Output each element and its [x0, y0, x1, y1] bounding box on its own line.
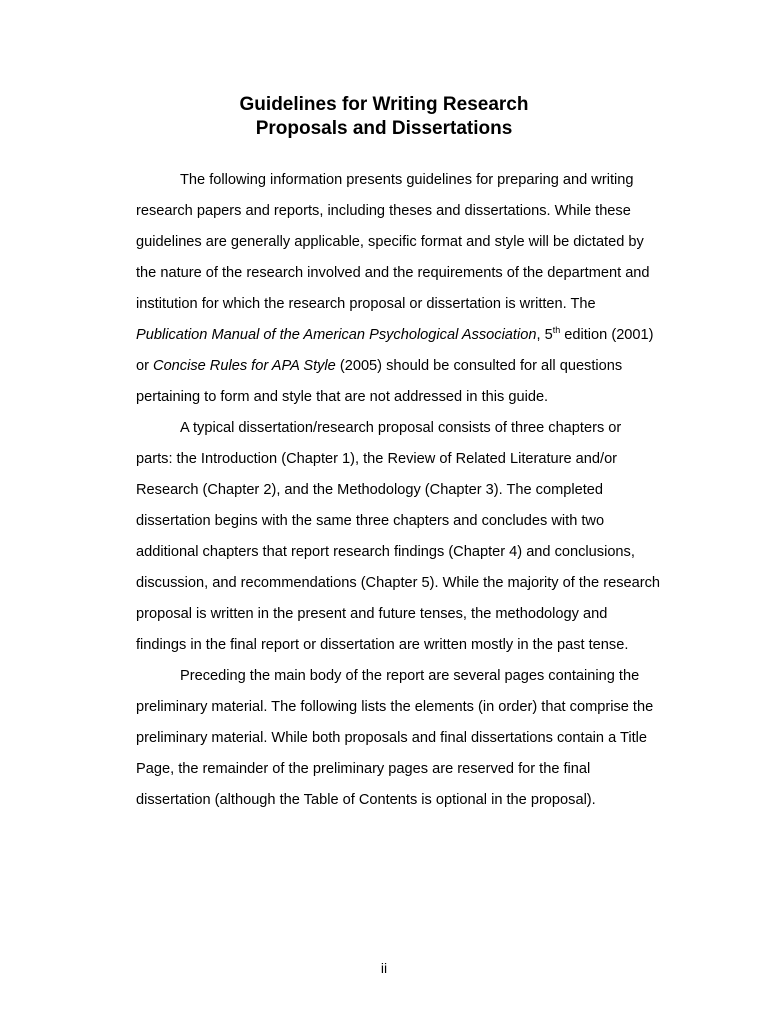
text-line: preliminary material. The following lists the elements (in order) that comprise the — [136, 699, 654, 715]
paragraph-intro — [136, 165, 681, 413]
manual-title: Publication Manual of the American Psychological Association — [136, 327, 537, 343]
text-line: Page, the remainder of the preliminary pages are reserved for the final — [136, 761, 591, 777]
text-line: the nature of the research involved and the requirements of the department and — [136, 265, 650, 281]
text-line: additional chapters that report research findings (Chapter 4) and conclusions, — [136, 544, 635, 560]
text-line — [136, 351, 681, 382]
paragraph-structure — [136, 413, 681, 661]
text-line: discussion, and recommendations (Chapter 5). While the majority of the research — [136, 575, 660, 591]
text-line: institution for which the research proposal or dissertation is written. The — [136, 296, 596, 312]
text-line: preliminary material. While both proposals and final dissertations contain a Title — [136, 730, 648, 746]
text-line: The following information presents guidelines for preparing and writing — [180, 172, 634, 188]
paragraph-preliminary — [136, 661, 681, 816]
text-fragment: (2005) should be consulted for all questions — [335, 358, 623, 374]
text-line: parts: the Introduction (Chapter 1), the Review of Related Literature and/or — [136, 451, 618, 467]
ordinal-superscript: th — [552, 325, 561, 335]
rules-title: Concise Rules for APA Style — [153, 358, 336, 374]
text-fragment: edition (2001) — [560, 327, 654, 343]
text-fragment: , 5 — [536, 327, 553, 343]
text-line: Preceding the main body of the report are several pages containing the — [180, 668, 640, 684]
text-line: guidelines are generally applicable, specific format and style will be dictated by — [136, 234, 644, 250]
page-title — [0, 93, 768, 141]
text-line: dissertation (although the Table of Contents is optional in the proposal). — [136, 792, 596, 808]
page-number: ii — [380, 960, 388, 976]
text-line: Research (Chapter 2), and the Methodology (Chapter 3). The completed — [136, 482, 603, 498]
text-line: findings in the final report or dissertation are written mostly in the past tense. — [136, 637, 629, 653]
body-text — [136, 165, 681, 816]
title-line: Proposals and Dissertations — [255, 118, 513, 139]
text-line: research papers and reports, including theses and dissertations. While these — [136, 203, 631, 219]
text-fragment: or — [136, 358, 154, 374]
text-line: A typical dissertation/research proposal consists of three chapters or — [180, 420, 622, 436]
text-line — [136, 320, 681, 351]
text-line: dissertation begins with the same three chapters and concludes with two — [136, 513, 605, 529]
title-line: Guidelines for Writing Research — [239, 94, 529, 115]
text-line: proposal is written in the present and future tenses, the methodology and — [136, 606, 608, 622]
text-line: pertaining to form and style that are not addressed in this guide. — [136, 389, 549, 405]
